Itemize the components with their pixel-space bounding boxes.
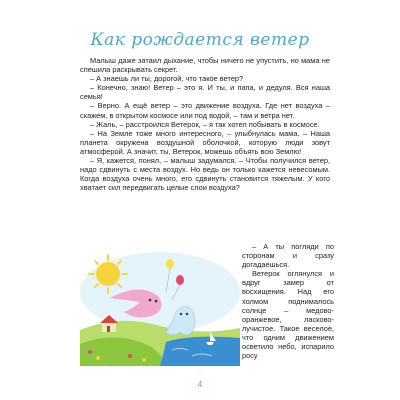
paragraph: – Жаль, – расстроился Ветерок, – я так хотел побывать в космосе. <box>90 119 320 129</box>
main-text <box>80 56 330 192</box>
sea <box>160 337 240 366</box>
paragraph: – А знаешь ли ты, дорогой, что такое ветер? <box>90 74 244 84</box>
right-column-text <box>242 242 334 360</box>
sun <box>89 255 127 293</box>
illustration-svg <box>80 252 240 366</box>
paragraph: – Конечно, знаю! Ветер – это я. И ты, и папа, и дедуля. Вся наша семья! <box>80 83 330 102</box>
page-number: 4 <box>197 380 203 389</box>
paragraph: – А ты погляди по сторонам и сразу догадаешься. <box>242 242 334 270</box>
paragraph: Малыш даже затаил дыхание, чтобы ничего не упустить, но мама не спешила раскрывать секрет. <box>80 56 330 75</box>
paragraph: – На Земле тоже много интересного, – улыбнулась мама. – Наша планета окружена воздушной оболочкой, которую люди зовут атмосферой. А значит, ты, Ветерок, можешь объять всю Землю! <box>80 128 330 156</box>
wind-illustration <box>80 252 240 366</box>
page-title: Как рождается ветер <box>90 30 310 50</box>
paragraph: – Верно. А ещё ветер – это движение воздуха. Где нет воздуха – скажем, в открытом космосе или под водой, – там и ветра нет. <box>80 101 330 120</box>
paragraph: Ветерок оглянулся и вдруг замер от восхищения. Над его холмом поднималось солнце – медово-оранжевое, ласково-лучистое. Такое веселое, что одним движением осветило небо, испарило росу <box>242 269 334 361</box>
paragraph: – Я, кажется, понял, – малыш задумался. – Чтобы получился ветер, надо сдвинуть с места воздух. Но ведь он только кажется невесомым. Когда воздуха очень много, его сдвинуть становится тяжелым. У кого хватает сил передвигать целые слои воздуха? <box>80 156 330 193</box>
